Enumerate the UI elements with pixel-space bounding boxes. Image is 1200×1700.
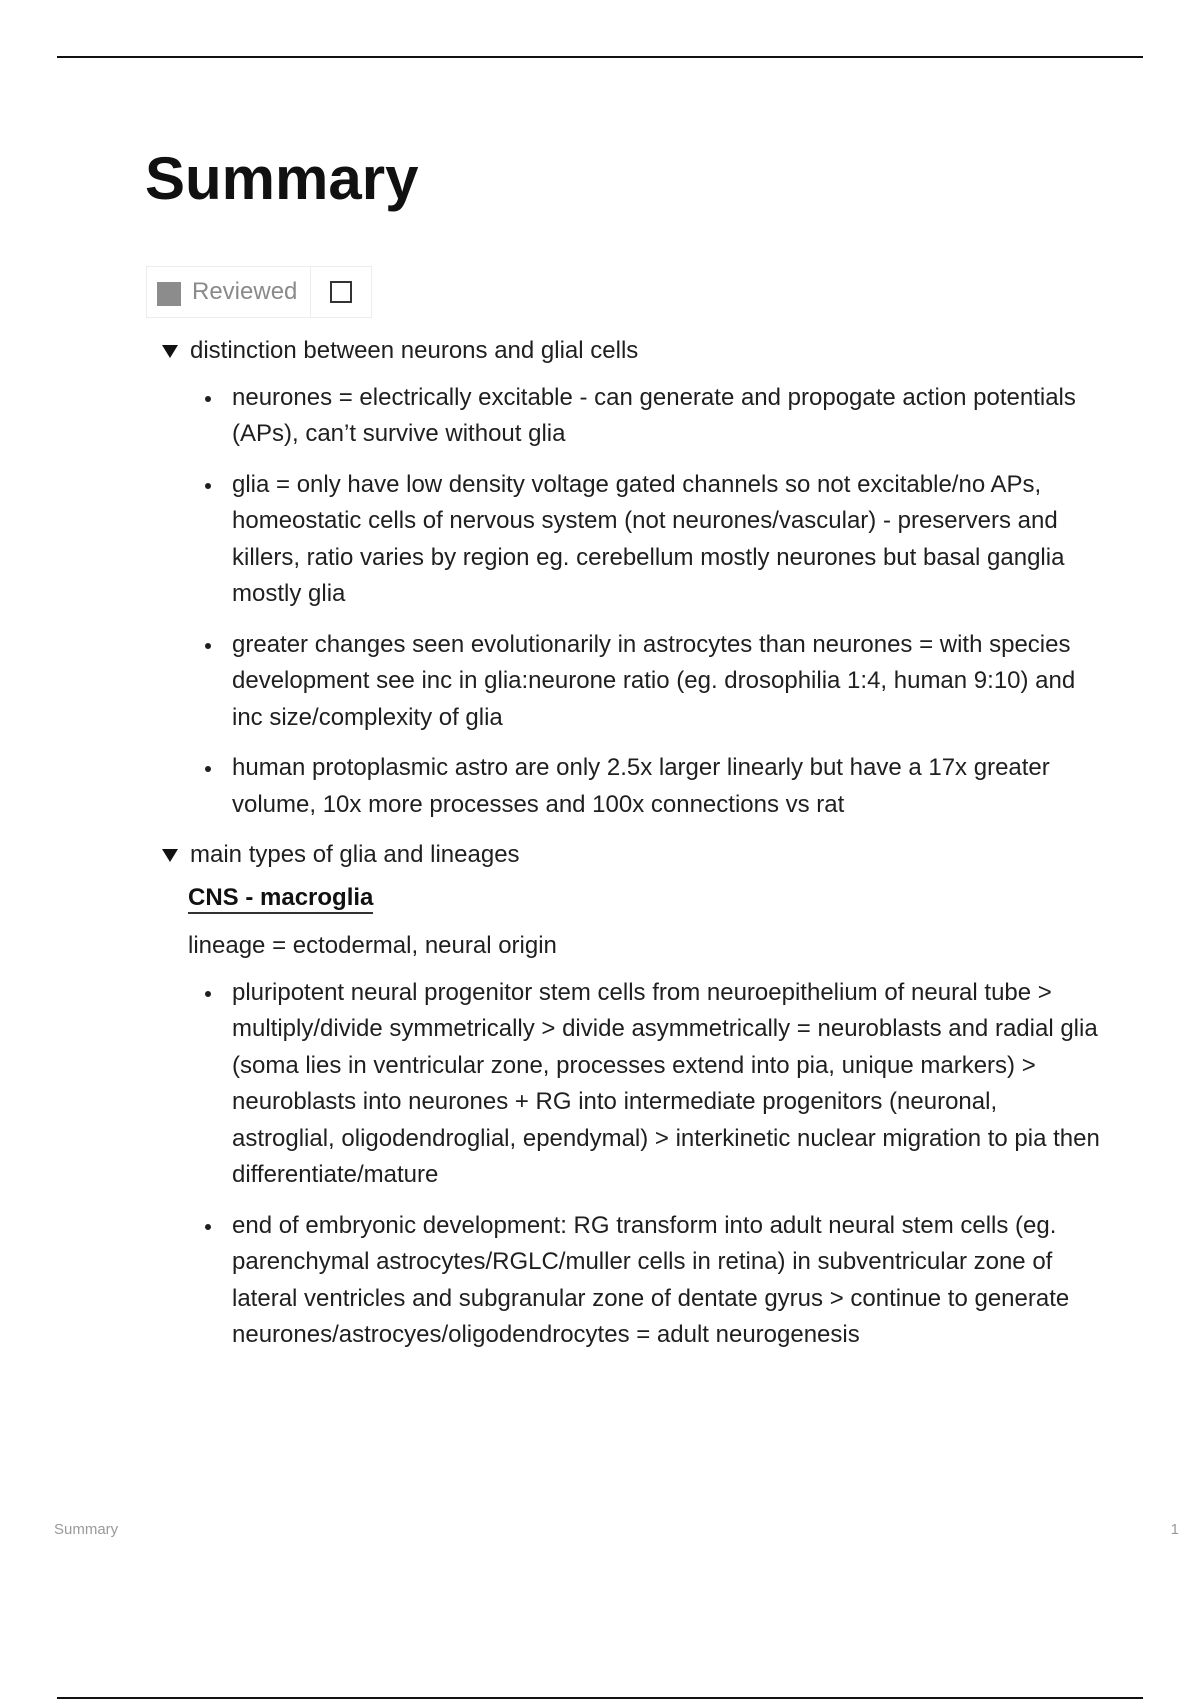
list-item: neurones = electrically excitable - can generate and propogate action potentials (APs), can’t survive without glia [203,380,1100,453]
property-name [147,267,311,317]
list-item: pluripotent neural progenitor stem cells from neuroepithelium of neural tube > multiply/divide symmetrically > divide asymmetrically = neuroblasts and radial glia (soma lies in ventricular zone, processes extend into pia, unique markers) > neuroblasts into neurones + RG into intermediate progenitors (neuronal, astroglial, oligodendroglial, ependymal) > interkinetic nuclear migration to pia then differentiate/mature [203,975,1100,1194]
footer-title: Summary [54,1521,119,1538]
triangle-down-icon[interactable] [162,345,178,358]
reviewed-checkbox[interactable] [330,281,352,303]
bullet-list [160,380,1100,824]
list-item: end of embryonic development: RG transform into adult neural stem cells (eg. parenchymal astrocytes/RGLC/muller cells in retina) in subventricular zone of lateral ventricles and subgranular zone of dentate gyrus > continue to generate neurones/astrocyes/oligodendrocytes = adult neurogenesis [203,1208,1100,1354]
triangle-down-icon[interactable] [162,849,178,862]
list-item: human protoplasmic astro are only 2.5x larger linearly but have a 17x greater volume, 10x more processes and 100x connections vs rat [203,750,1100,823]
section-subheading: CNS - macroglia [188,884,373,914]
property-label: Reviewed [192,278,298,305]
paragraph-text: lineage = ectodermal, neural origin [188,932,557,959]
top-rule [57,56,1143,58]
page-number: 1 [1170,1521,1179,1538]
list-item: greater changes seen evolutionarily in astrocytes than neurones = with species development see inc in glia:neurone ratio (eg. drosophilia 1:4, human 9:10) and inc size/complexity of glia [203,627,1100,737]
toggle-block-distinction [160,333,1100,823]
bottom-rule [57,1697,1143,1699]
list-item: glia = only have low density voltage gated channels so not excitable/no APs, homeostatic cells of nervous system (not neurones/vascular) - preservers and killers, ratio varies by region eg. cerebellum mostly neurones but basal ganglia mostly glia [203,467,1100,613]
page-content [160,333,1100,1368]
page-title: Summary [145,145,419,212]
bullet-list [160,975,1100,1354]
toggle-heading[interactable] [160,333,1100,370]
toggle-heading-text: main types of glia and lineages [190,841,520,868]
property-value[interactable] [311,267,371,317]
toggle-heading-text: distinction between neurons and glial cells [190,337,639,364]
toggle-block-glia-types [160,837,1100,1354]
property-square-icon [157,282,181,306]
property-row-reviewed [146,266,372,318]
toggle-heading[interactable] [160,837,1100,874]
